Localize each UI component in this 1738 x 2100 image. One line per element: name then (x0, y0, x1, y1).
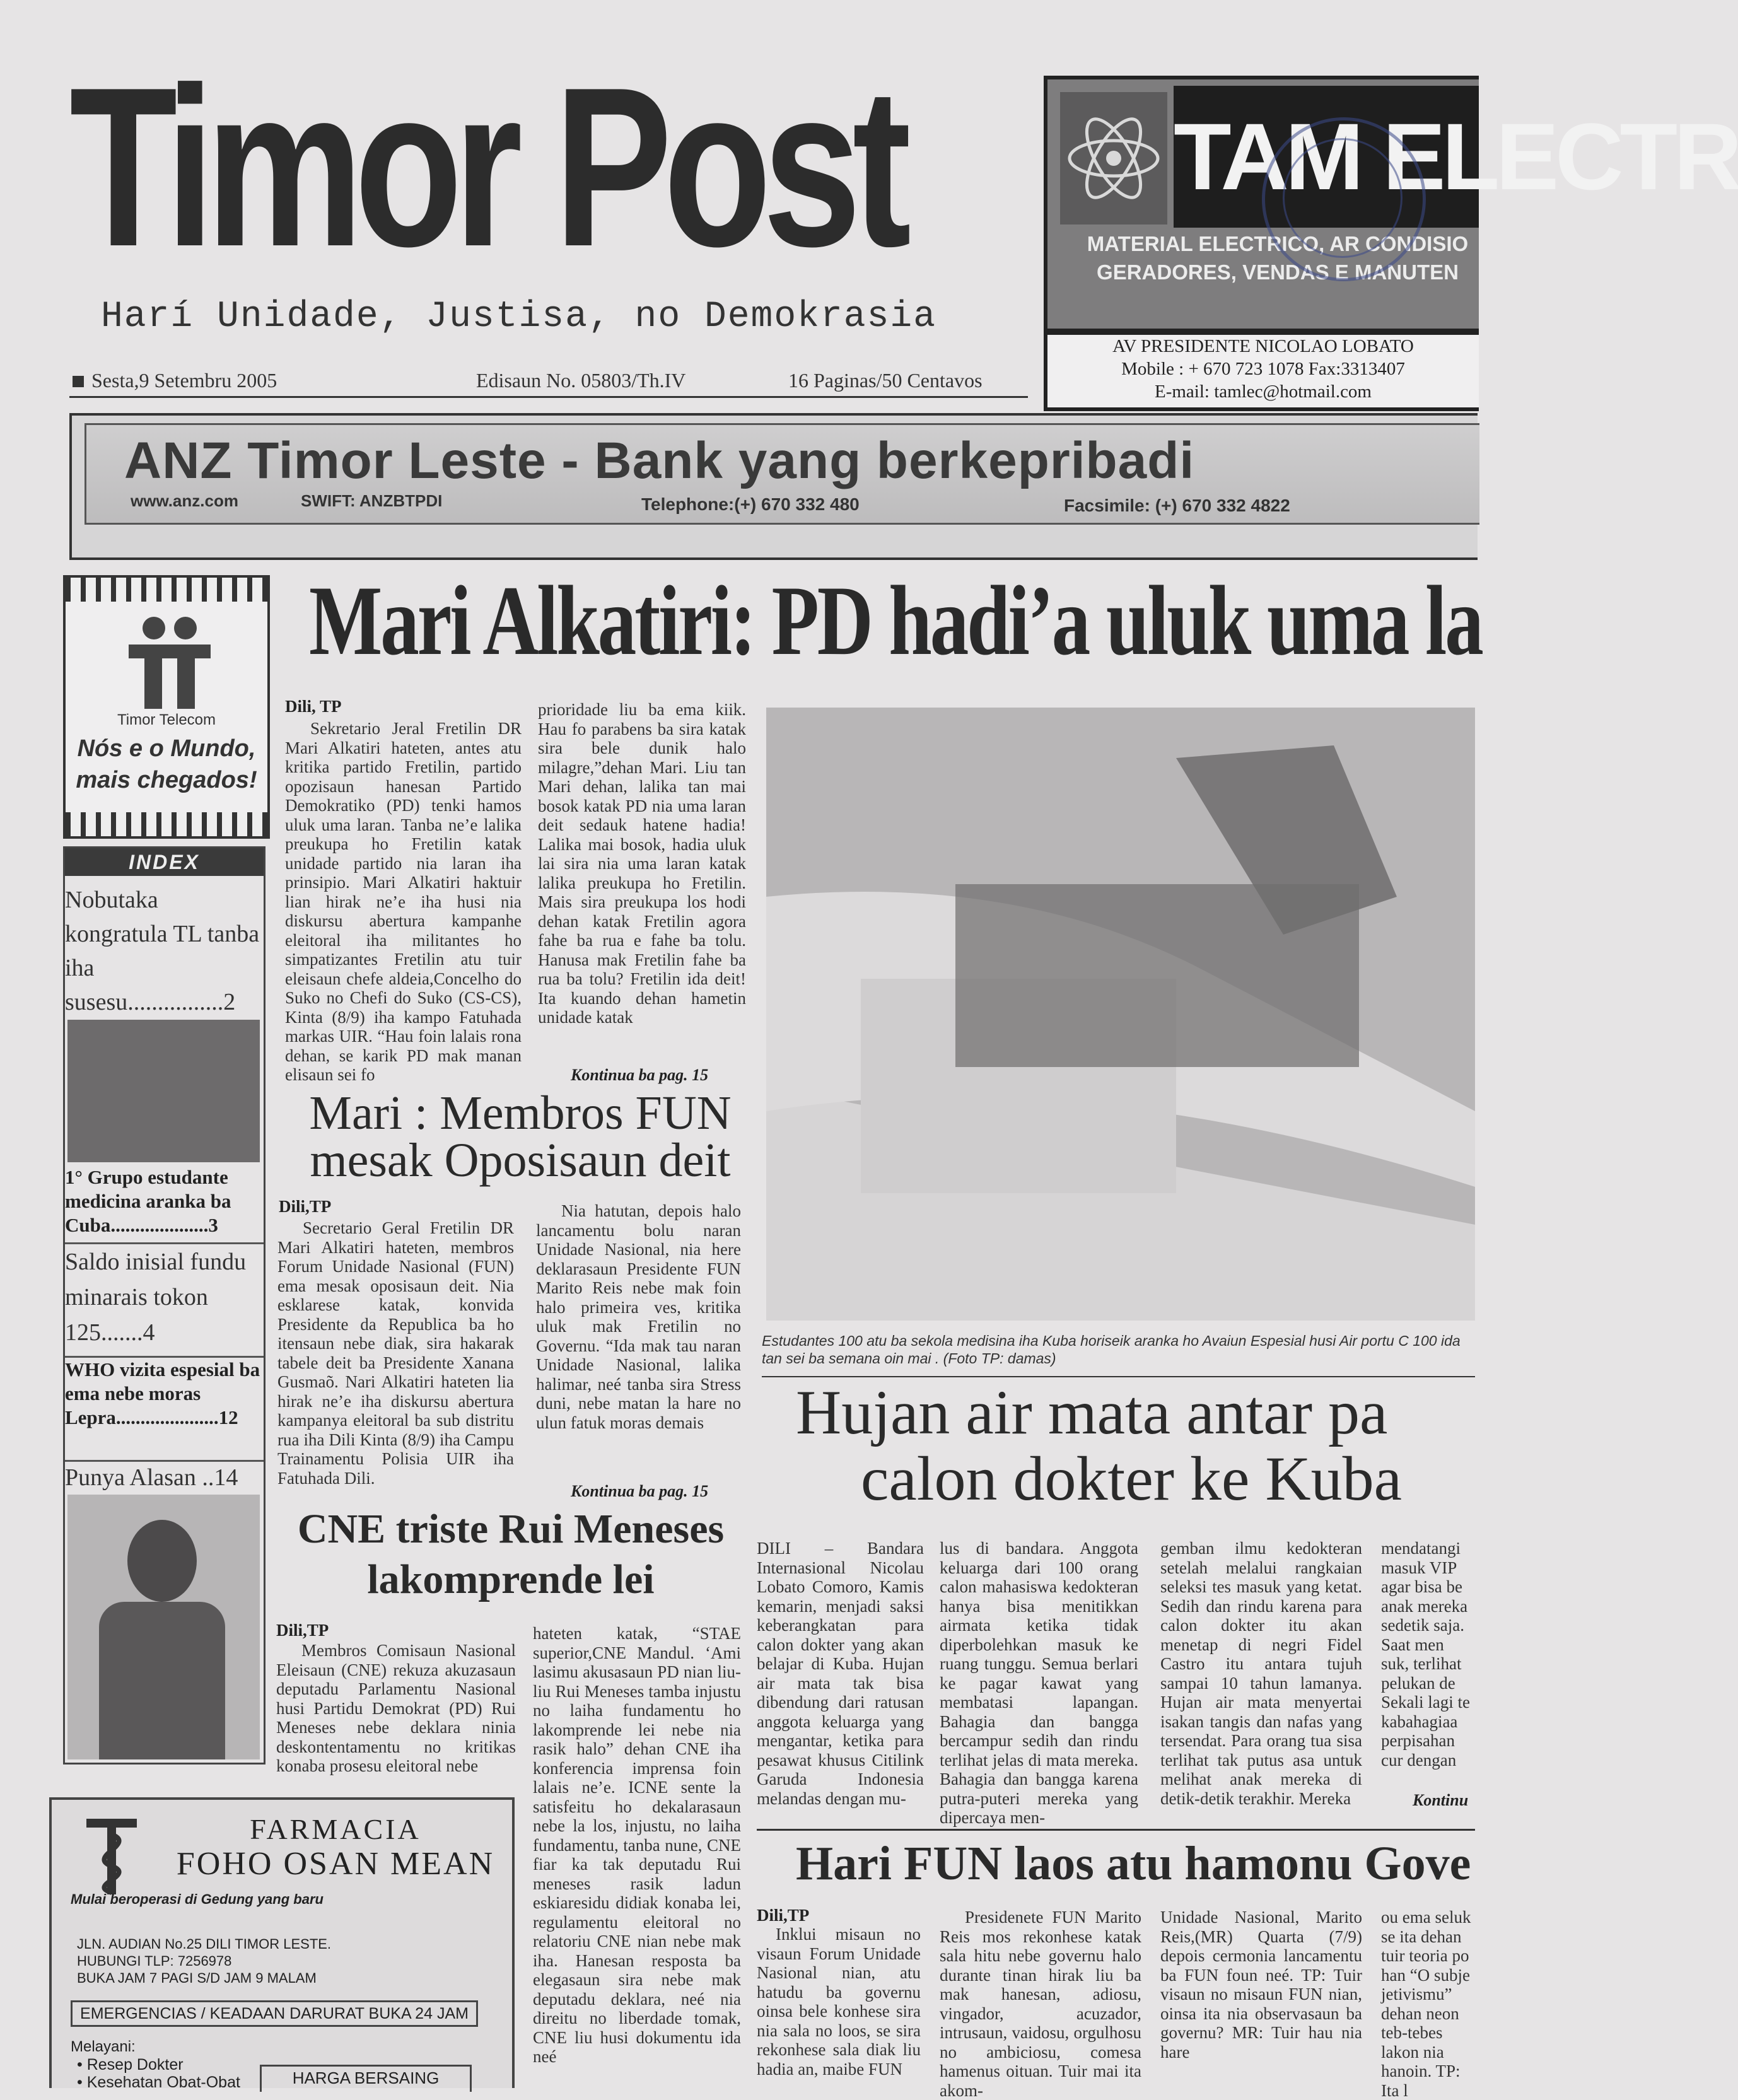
story3-col1: DILI – Bandara Internasional Nicolau Lobato Comoro, Kamis kemarin, menjadi saksi keberangkatan para calon dokter yang akan belajar di Kuba. Hujan air mata tak bisa dibendung dari ratusan anggota keluarga yang mengantar, ketika para pesawat khusus Citilink Garuda Indonesia melandas dengan mu- (757, 1539, 924, 1808)
story5-col1: Inklui misaun no visaun Forum Unidade Nasional nian, atu hatudu ba governu oinsa bele konhese sira nia sala no loos, se sira rekonhese sala diak liu hadia an, maibe FUN (757, 1925, 921, 2079)
main-photo-airplane (766, 708, 1475, 1321)
masthead-logo (69, 40, 1028, 294)
index-item[interactable]: Punya Alasan ..14 (65, 1460, 264, 1493)
story3-col4: mendatangi masuk VIP agar bisa be anak mereka sedetik saja. Saat men suk, terlihat pelukan de Sekali lagi te kabahagiaa perpisahan cur dengan (1381, 1539, 1470, 1770)
anz-ad-telephone: Telephone:(+) 670 332 480 (641, 494, 860, 514)
tam-ad-contact (1047, 335, 1479, 407)
farmacia-title1: FARMACIA (250, 1813, 421, 1845)
story4-headline-2: lakomprende lei (367, 1556, 655, 1602)
story2-headline-2: mesak Oposisaun deit (310, 1134, 731, 1187)
story4-col1: Membros Comisaun Nasional Eleisaun (CNE) rekuza akuzasaun deputadu Parlamentu Nasional husi Partidu Demokrat (PD) Rui Meneses nebe deklara ninia deskontentamentu no kritikas konaba prosesu eleitoral nebe (276, 1641, 516, 1775)
issue-pages-price: 16 Paginas/50 Centavos (788, 369, 983, 392)
story4-dateline: Dili,TP (276, 1621, 329, 1640)
story2-dateline: Dili,TP (279, 1197, 332, 1216)
story3-col2: lus di bandara. Anggota keluarga dari 100 orang calon mahasiswa kedokteran hanya bisa menitikkan airmata ketika tidak diperbolehkan masuk ke ruang tunggu. Semua berlari ke pagar kawat yang membatasi lapangan. Bahagia dan bangga bercampur sedih dan rindu terlihat jelas di mata mereka. Bahagia dan bangga karena putra-puteri mereka yang dipercaya men- (940, 1539, 1138, 1827)
anz-ad-title: ANZ Timor Leste - Bank yang berkepribadi (124, 432, 1195, 489)
anz-ad-facsimile: Facsimile: (+) 670 332 4822 (1064, 496, 1290, 515)
story2-col1: Secretario Geral Fretilin DR Mari Alkatiri hateten, membros Forum Unidade Nasional (FUN) ema mesak oposisaun deit. Nia esklarese katak, konvida Presidente da Republica ba ho itensaun nebe diak, sira hakarak tabele deit ba Presidente Xanana Gusmaõ. Nari Alkatiri hateten lia hirak ne’e iha diskursu abertura kampanya eleitoral ba sub distritu rua iha Dili Kinta (8/9) iha Campu Trainamentu Polisia UIR iha Fatuhada Dili. (277, 1218, 514, 1488)
story4-headline-1: CNE triste Rui Meneses (297, 1506, 725, 1552)
story5-dateline: Dili,TP (757, 1906, 810, 1925)
index-photo-airplane (67, 1020, 260, 1162)
story5-col3: Unidade Nasional, Marito Reis,(MR) Quarta (7/9) depois cermonia lancamentu ba FUN foun neé. TP: Tuir visaun no misaun FUN nian, oinsa ita nia observasaun ba governu? MR: Tuir hau nia hare (1160, 1908, 1362, 2062)
farmacia-services: • Resep Dokter • Kesehatan Obat-Obat (77, 2056, 240, 2091)
tam-ad-phone: Mobile : + 670 723 1078 Fax:3313407 (1121, 359, 1405, 379)
tam-electronic-ad (1044, 76, 1738, 411)
farmacia-title2: FOHO OSAN MEAN (176, 1846, 495, 1882)
tam-ad-email: E-mail: tamlec@hotmail.com (1155, 382, 1372, 402)
index-item[interactable]: WHO vizita espesial ba ema nebe moras Lepra.....................12 (65, 1356, 264, 1430)
masthead-rule (69, 396, 1028, 398)
story5-col2: Presidenete FUN Marito Reis mos rekonhese katak sala hitu nebe governu halo durante tinan hirak liu ba mak hanesan, adiosu, vingador, acuzador, intrusaun, vaidosu, orgulhosu no ambiciosu, comesa hamenus oituan. Tuir mai ita akom- (940, 1908, 1141, 2100)
bullet-icon (73, 376, 84, 387)
main-story-dateline: Dili, TP (285, 697, 342, 716)
index-box (63, 846, 265, 1765)
story3-headline-2: calon dokter ke Kuba (861, 1444, 1403, 1514)
farmacia-address: JLN. AUDIAN No.25 DILI TIMOR LESTE. HUBUNGI TLP: 7256978 BUKA JAM 7 PAGI S/D JAM 9 MALAM (77, 1936, 332, 1986)
timor-telecom-ad (63, 575, 270, 839)
main-story-col2: prioridade liu ba ema kiik. Hau fo parabens ba sira katak sira bele dunik halo milagre,”dehan Mari. Liu tan Mari dehan, lalika tan mai bosok katak PD nia uma laran deit sedauk hatene hadia! Lalika mai bosok, hadia uluk lai sira nia uma laran katak lalika preukupa ho Fretilin. Mais sira preukupa los hodi dehan katak Fretilin agora fahe ba rua e fahe ba tolu. Hanusa mak Fretilin fahe ba rua ba tolu? Fretilin ida deit! Ita kuando dehan hametin unidade katak (538, 700, 746, 1027)
tam-ad-name: TAM ELECTR (1174, 86, 1479, 228)
telecom-stamp (1262, 117, 1426, 281)
farmacia-ad (49, 1797, 515, 2091)
main-headline: Mari Alkatiri: PD hadi’a uluk uma la (309, 566, 1482, 676)
story2-continued[interactable]: Kontinua ba pag. 15 (571, 1482, 709, 1500)
farmacia-melayani: Melayani: (71, 2038, 136, 2055)
tam-ad-address: AV PRESIDENTE NICOLAO LOBATO (1112, 336, 1414, 356)
index-item[interactable]: Saldo inisial fundu minarais tokon 125.......4 (65, 1242, 264, 1350)
pharmacy-caduceus-icon (77, 1816, 146, 1898)
index-photo-woman (67, 1495, 260, 1759)
anz-ad-swift: SWIFT: ANZBTPDI (301, 491, 443, 510)
main-story-continued[interactable]: Kontinua ba pag. 15 (571, 1066, 709, 1084)
index-title: INDEX (65, 848, 264, 876)
farmacia-emergency: EMERGENCIAS / KEADAAN DARURAT BUKA 24 JAM (71, 2000, 478, 2027)
photo-caption: Estudantes 100 atu ba sekola medisina iha Kuba horiseik aranka ho Avaiun Espesial husi Air portu C 100 ida tan sei ba semana oin mai . (Foto TP: damas) (762, 1333, 1461, 1367)
masthead-tagline: Harí Unidade, Justisa, no Demokrasia (101, 296, 937, 337)
timor-telecom-slogan2: mais chegados! (76, 767, 257, 793)
main-story-col1: Sekretario Jeral Fretilin DR Mari Alkatiri hateten, antes atu kritika partido Fretilin, partido opozisaun hanesan Partido Demokratiko (PD) tenki hamos uluk uma laran. Tanba ne’e lalika preukupa ho Fretilin katak unidade partido nia laran iha prinsipio. Mari Alkatiri haktuir lian hirak ne’e iha husi nia diskursu abertura kampanhe eleitoral iha militantes ho simpatizantes Fretilin atu tuir eleisaun chefe aldeia,Concelho do Suko no Chefi do Suko (CS-CS), Kinta (8/9) iha kampo Fatuhada markas UIR. “Hau foin lalais rona dehan, se karik PD mak manan elisaun sei fo (285, 719, 522, 1084)
story2-col2: Nia hatutan, depois halo lancamentu bolu naran Unidade Nasional, nia here deklarasaun Presidente FUN Marito Reis nebe mak foin halo primeira ves, kritika uluk mak Fretilin no Governu. “Ida mak tau naran Unidade Nasional, lalika halimar, neé tanba sira Stress duni, nebe matan la hare no ulun fatuk moras demais (536, 1201, 741, 1432)
story5-headline: Hari FUN laos atu hamonu Gove (796, 1837, 1471, 1890)
timor-telecom-logo-icon (129, 614, 211, 709)
atom-icon (1060, 92, 1167, 225)
story2-headline-1: Mari : Membros FUN (309, 1087, 732, 1140)
tam-ad-line1: MATERIAL ELECTRICO, AR CONDISIO (1087, 232, 1469, 255)
story3-headline-1: Hujan air mata antar pa (796, 1377, 1388, 1447)
anz-bank-ad (69, 413, 1478, 560)
issue-edition: Edisaun No. 05803/Th.IV (476, 369, 686, 392)
story3-col3: gemban ilmu kedokteran setelah melalui rangkaian seleksi tes masuk yang ketat. Sedih dan rindu karena para calon dokter itu akan menetap di negri Fidel Castro itu antara tujuh sampai 10 tahun lamanya. Hujan air mata menyertai isakan tangis dan nafas yang tersendat. Para orang tua sisa terlihat tak putus asa untuk melihat anak mereka di detik-detik terakhir. Mereka (1160, 1539, 1362, 1808)
farmacia-price: HARGA BERSAING (260, 2065, 472, 2092)
masthead-title: Timor Post (69, 40, 903, 294)
timor-telecom-slogan1: Nós e o Mundo, (77, 735, 256, 762)
story4-col2: hateten katak, “STAE superior,CNE Mandul. ‘Ami lasimu akusasaun PD nian liu-liu Rui Meneses tamba injustu no laiha fundamentu ho lakomprende lei nebe nia rasik halo” dehan CNE iha konferencia imprensa foin lalais ne’e. ICNE sente la satisfeitu ho dekalarasaun nebe la los, injustu, no laiha fundamentu, tanba nune, CNE fiar ka tak deputadu Rui meneses rasik ladun eskiaresidu didiak konaba lei, regulamentu eleitoral no relatoriu CNE nian nebe mak iha. Hanesan resposta ba elegasaun sira nebe mak deputadu deklara, neé nia direitu no liberdade tomak, CNE liu husi dokumentu ida neé (533, 1624, 741, 2066)
anz-ad-web: www.anz.com (131, 491, 238, 510)
farmacia-subtitle: Mulai beroperasi di Gedung yang baru (71, 1891, 324, 1907)
timor-telecom-brand: Timor Telecom (117, 711, 216, 728)
index-item[interactable]: Nobutaka kongratula TL tanba iha susesu................2 (65, 887, 260, 1015)
tam-ad-line2: GERADORES, VENDAS E MANUTEN (1097, 260, 1459, 284)
tam-ad-banner (1047, 79, 1738, 329)
index-item[interactable]: 1° Grupo estudante medicina aranka ba Cuba....................3 (65, 1166, 231, 1236)
story3-continued[interactable]: Kontinu (1413, 1791, 1469, 1809)
story5-col4: ou ema seluk se ita dehan tuir teoria po han “O subje jetivismu” dehan neon teb-tebes lakon nia hanoin. TP: Ita l (1381, 1908, 1471, 2100)
issue-date: Sesta,9 Setembru 2005 (73, 369, 277, 392)
